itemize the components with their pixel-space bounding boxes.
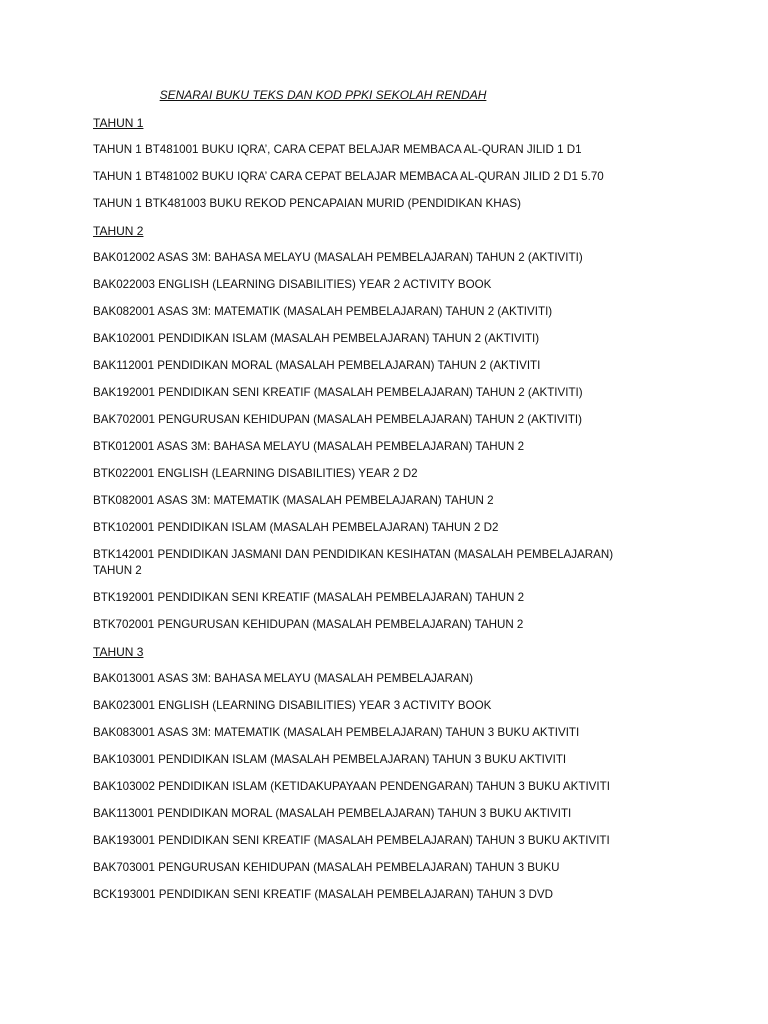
list-item: TAHUN 1 BT481001 BUKU IQRA’, CARA CEPAT BELAJAR MEMBACA AL-QURAN JILID 1 D1 — [93, 143, 582, 156]
list-item: BAK112001 PENDIDIKAN MORAL (MASALAH PEMBELAJARAN) TAHUN 2 (AKTIVITI — [93, 359, 541, 372]
section-heading: TAHUN 2 — [93, 224, 144, 238]
list-item: BAK193001 PENDIDIKAN SENI KREATIF (MASALAH PEMBELAJARAN) TAHUN 3 BUKU AKTIVITI — [93, 834, 610, 847]
list-item: BAK703001 PENGURUSAN KEHIDUPAN (MASALAH PEMBELAJARAN) TAHUN 3 BUKU — [93, 861, 560, 874]
list-item: BAK192001 PENDIDIKAN SENI KREATIF (MASALAH PEMBELAJARAN) TAHUN 2 (AKTIVITI) — [93, 386, 583, 399]
list-item: BCK193001 PENDIDIKAN SENI KREATIF (MASALAH PEMBELAJARAN) TAHUN 3 DVD — [93, 888, 554, 901]
section-heading: TAHUN 3 — [93, 645, 144, 659]
list-item: BAK113001 PENDIDIKAN MORAL (MASALAH PEMBELAJARAN) TAHUN 3 BUKU AKTIVITI — [93, 807, 572, 820]
list-item: BAK013001 ASAS 3M: BAHASA MELAYU (MASALAH PEMBELAJARAN) — [93, 672, 473, 685]
list-item: BTK022001 ENGLISH (LEARNING DISABILITIES) YEAR 2 D2 — [93, 467, 418, 480]
list-item: BTK012001 ASAS 3M: BAHASA MELAYU (MASALAH PEMBELAJARAN) TAHUN 2 — [93, 440, 525, 453]
list-item: BTK142001 PENDIDIKAN JASMANI DAN PENDIDIKAN KESIHATAN (MASALAH PEMBELAJARAN) TAHUN 2 — [93, 548, 614, 577]
list-item: BTK702001 PENGURUSAN KEHIDUPAN (MASALAH PEMBELAJARAN) TAHUN 2 — [93, 618, 524, 631]
section-tahun-1 — [93, 115, 653, 212]
document-body — [93, 87, 653, 914]
section-heading: TAHUN 1 — [93, 116, 144, 130]
list-item: BAK102001 PENDIDIKAN ISLAM (MASALAH PEMBELAJARAN) TAHUN 2 (AKTIVITI) — [93, 332, 540, 345]
list-item: BAK012002 ASAS 3M: BAHASA MELAYU (MASALAH PEMBELAJARAN) TAHUN 2 (AKTIVITI) — [93, 251, 583, 264]
list-item: TAHUN 1 BT481002 BUKU IQRA’ CARA CEPAT BELAJAR MEMBACA AL-QURAN JILID 2 D1 5.70 — [93, 170, 604, 183]
list-item: BTK102001 PENDIDIKAN ISLAM (MASALAH PEMBELAJARAN) TAHUN 2 D2 — [93, 521, 499, 534]
document-title: SENARAI BUKU TEKS DAN KOD PPKI SEKOLAH RENDAH — [159, 88, 487, 102]
list-item: BAK082001 ASAS 3M: MATEMATIK (MASALAH PEMBELAJARAN) TAHUN 2 (AKTIVITI) — [93, 305, 553, 318]
list-item: TAHUN 1 BTK481003 BUKU REKOD PENCAPAIAN MURID (PENDIDIKAN KHAS) — [93, 197, 521, 210]
list-item: BTK192001 PENDIDIKAN SENI KREATIF (MASALAH PEMBELAJARAN) TAHUN 2 — [93, 591, 525, 604]
list-item: BAK103001 PENDIDIKAN ISLAM (MASALAH PEMBELAJARAN) TAHUN 3 BUKU AKTIVITI — [93, 753, 567, 766]
list-item: BAK103002 PENDIDIKAN ISLAM (KETIDAKUPAYAAN PENDENGARAN) TAHUN 3 BUKU AKTIVITI — [93, 780, 610, 793]
list-item: BAK023001 ENGLISH (LEARNING DISABILITIES) YEAR 3 ACTIVITY BOOK — [93, 699, 492, 712]
section-tahun-2 — [93, 223, 653, 633]
list-item: BTK082001 ASAS 3M: MATEMATIK (MASALAH PEMBELAJARAN) TAHUN 2 — [93, 494, 494, 507]
list-item: BAK022003 ENGLISH (LEARNING DISABILITIES) YEAR 2 ACTIVITY BOOK — [93, 278, 492, 291]
list-item: BAK083001 ASAS 3M: MATEMATIK (MASALAH PEMBELAJARAN) TAHUN 3 BUKU AKTIVITI — [93, 726, 580, 739]
section-tahun-3 — [93, 644, 653, 903]
list-item: BAK702001 PENGURUSAN KEHIDUPAN (MASALAH PEMBELAJARAN) TAHUN 2 (AKTIVITI) — [93, 413, 582, 426]
